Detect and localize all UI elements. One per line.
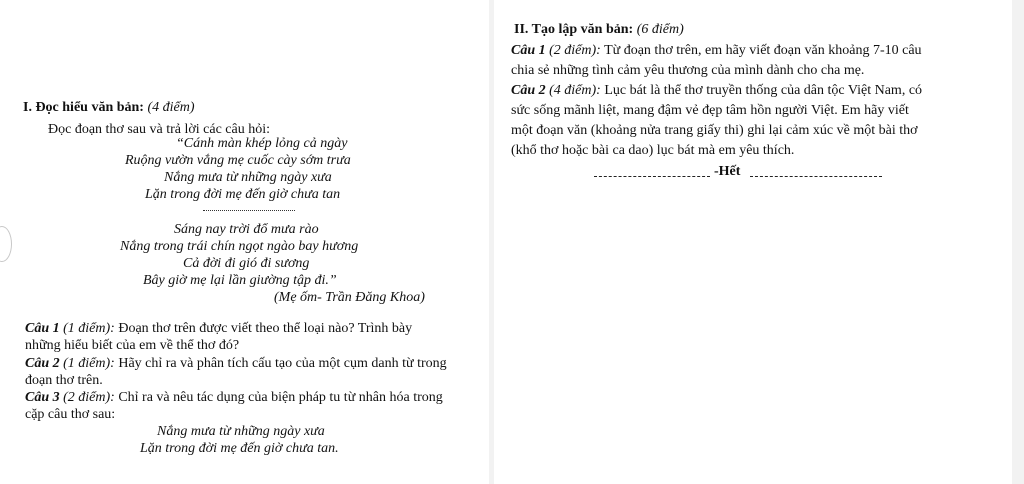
poem-line: Nắng trong trái chín ngọt ngào bay hương [120, 239, 359, 254]
end-mark: -Hết [714, 164, 741, 179]
reading-section-title: I. Đọc hiểu văn bản: (4 điểm) [23, 100, 195, 115]
question-3: Câu 3 (2 điểm): Chỉ ra và nêu tác dụng của biện pháp tu từ nhân hóa trong [25, 390, 443, 405]
writing-question-1-cont: chia sẻ những tình cảm yêu thương của mình dành cho cha mẹ. [511, 63, 865, 78]
writing-question-2-cont: sức sống mãnh liệt, mang đậm vẻ đẹp tâm hồn người Việt. Em hãy viết [511, 103, 909, 118]
stanza-divider [203, 210, 295, 211]
writing-question-2-cont: (khổ thơ hoặc bài ca dao) lục bát mà em yêu thích. [511, 143, 795, 158]
question-2-cont: đoạn thơ trên. [25, 373, 103, 388]
writing-question-2: Câu 2 (4 điểm): Lục bát là thể thơ truyền thống của dân tộc Việt Nam, có [511, 83, 923, 98]
scroll-handle[interactable] [0, 226, 12, 262]
question-1: Câu 1 (1 điểm): Đoạn thơ trên được viết theo thể loại nào? Trình bày [25, 321, 413, 336]
writing-question-2-cont: một đoạn văn (khoảng nửa trang giấy thi) ghi lại cảm xúc về một bài thơ [511, 123, 918, 138]
end-divider-right [750, 176, 882, 177]
end-divider-left [594, 176, 710, 177]
quote-line: Nắng mưa từ những ngày xưa [157, 424, 325, 439]
poem-line: Bây giờ mẹ lại lần giường tập đi.” [143, 273, 337, 288]
poem-source: (Mẹ ốm- Trần Đăng Khoa) [274, 290, 425, 305]
writing-question-1: Câu 1 (2 điểm): Từ đoạn thơ trên, em hãy viết đoạn văn khoảng 7-10 câu [511, 43, 922, 58]
poem-line: Cả đời đi gió đi sương [183, 256, 310, 271]
poem-line: “Cánh màn khép lỏng cả ngày [176, 136, 348, 151]
question-2: Câu 2 (1 điểm): Hãy chỉ ra và phân tích cấu tạo của một cụm danh từ trong [25, 356, 447, 371]
writing-section-title: II. Tạo lập văn bản: (6 điểm) [514, 22, 684, 37]
question-3-cont: cặp câu thơ sau: [25, 407, 116, 422]
poem-line: Sáng nay trời đổ mưa rào [174, 222, 319, 237]
question-1-cont: những hiểu biết của em về thể thơ đó? [25, 338, 240, 353]
left-page [0, 0, 489, 484]
poem-line: Ruộng vườn vắng mẹ cuốc cày sớm trưa [125, 153, 351, 168]
poem-line: Nắng mưa từ những ngày xưa [164, 170, 332, 185]
right-page [494, 0, 1012, 484]
reading-instruction: Đọc đoạn thơ sau và trả lời các câu hỏi: [48, 122, 271, 137]
quote-line: Lặn trong đời mẹ đến giờ chưa tan. [140, 441, 339, 456]
poem-line: Lặn trong đời mẹ đến giờ chưa tan [145, 187, 341, 202]
